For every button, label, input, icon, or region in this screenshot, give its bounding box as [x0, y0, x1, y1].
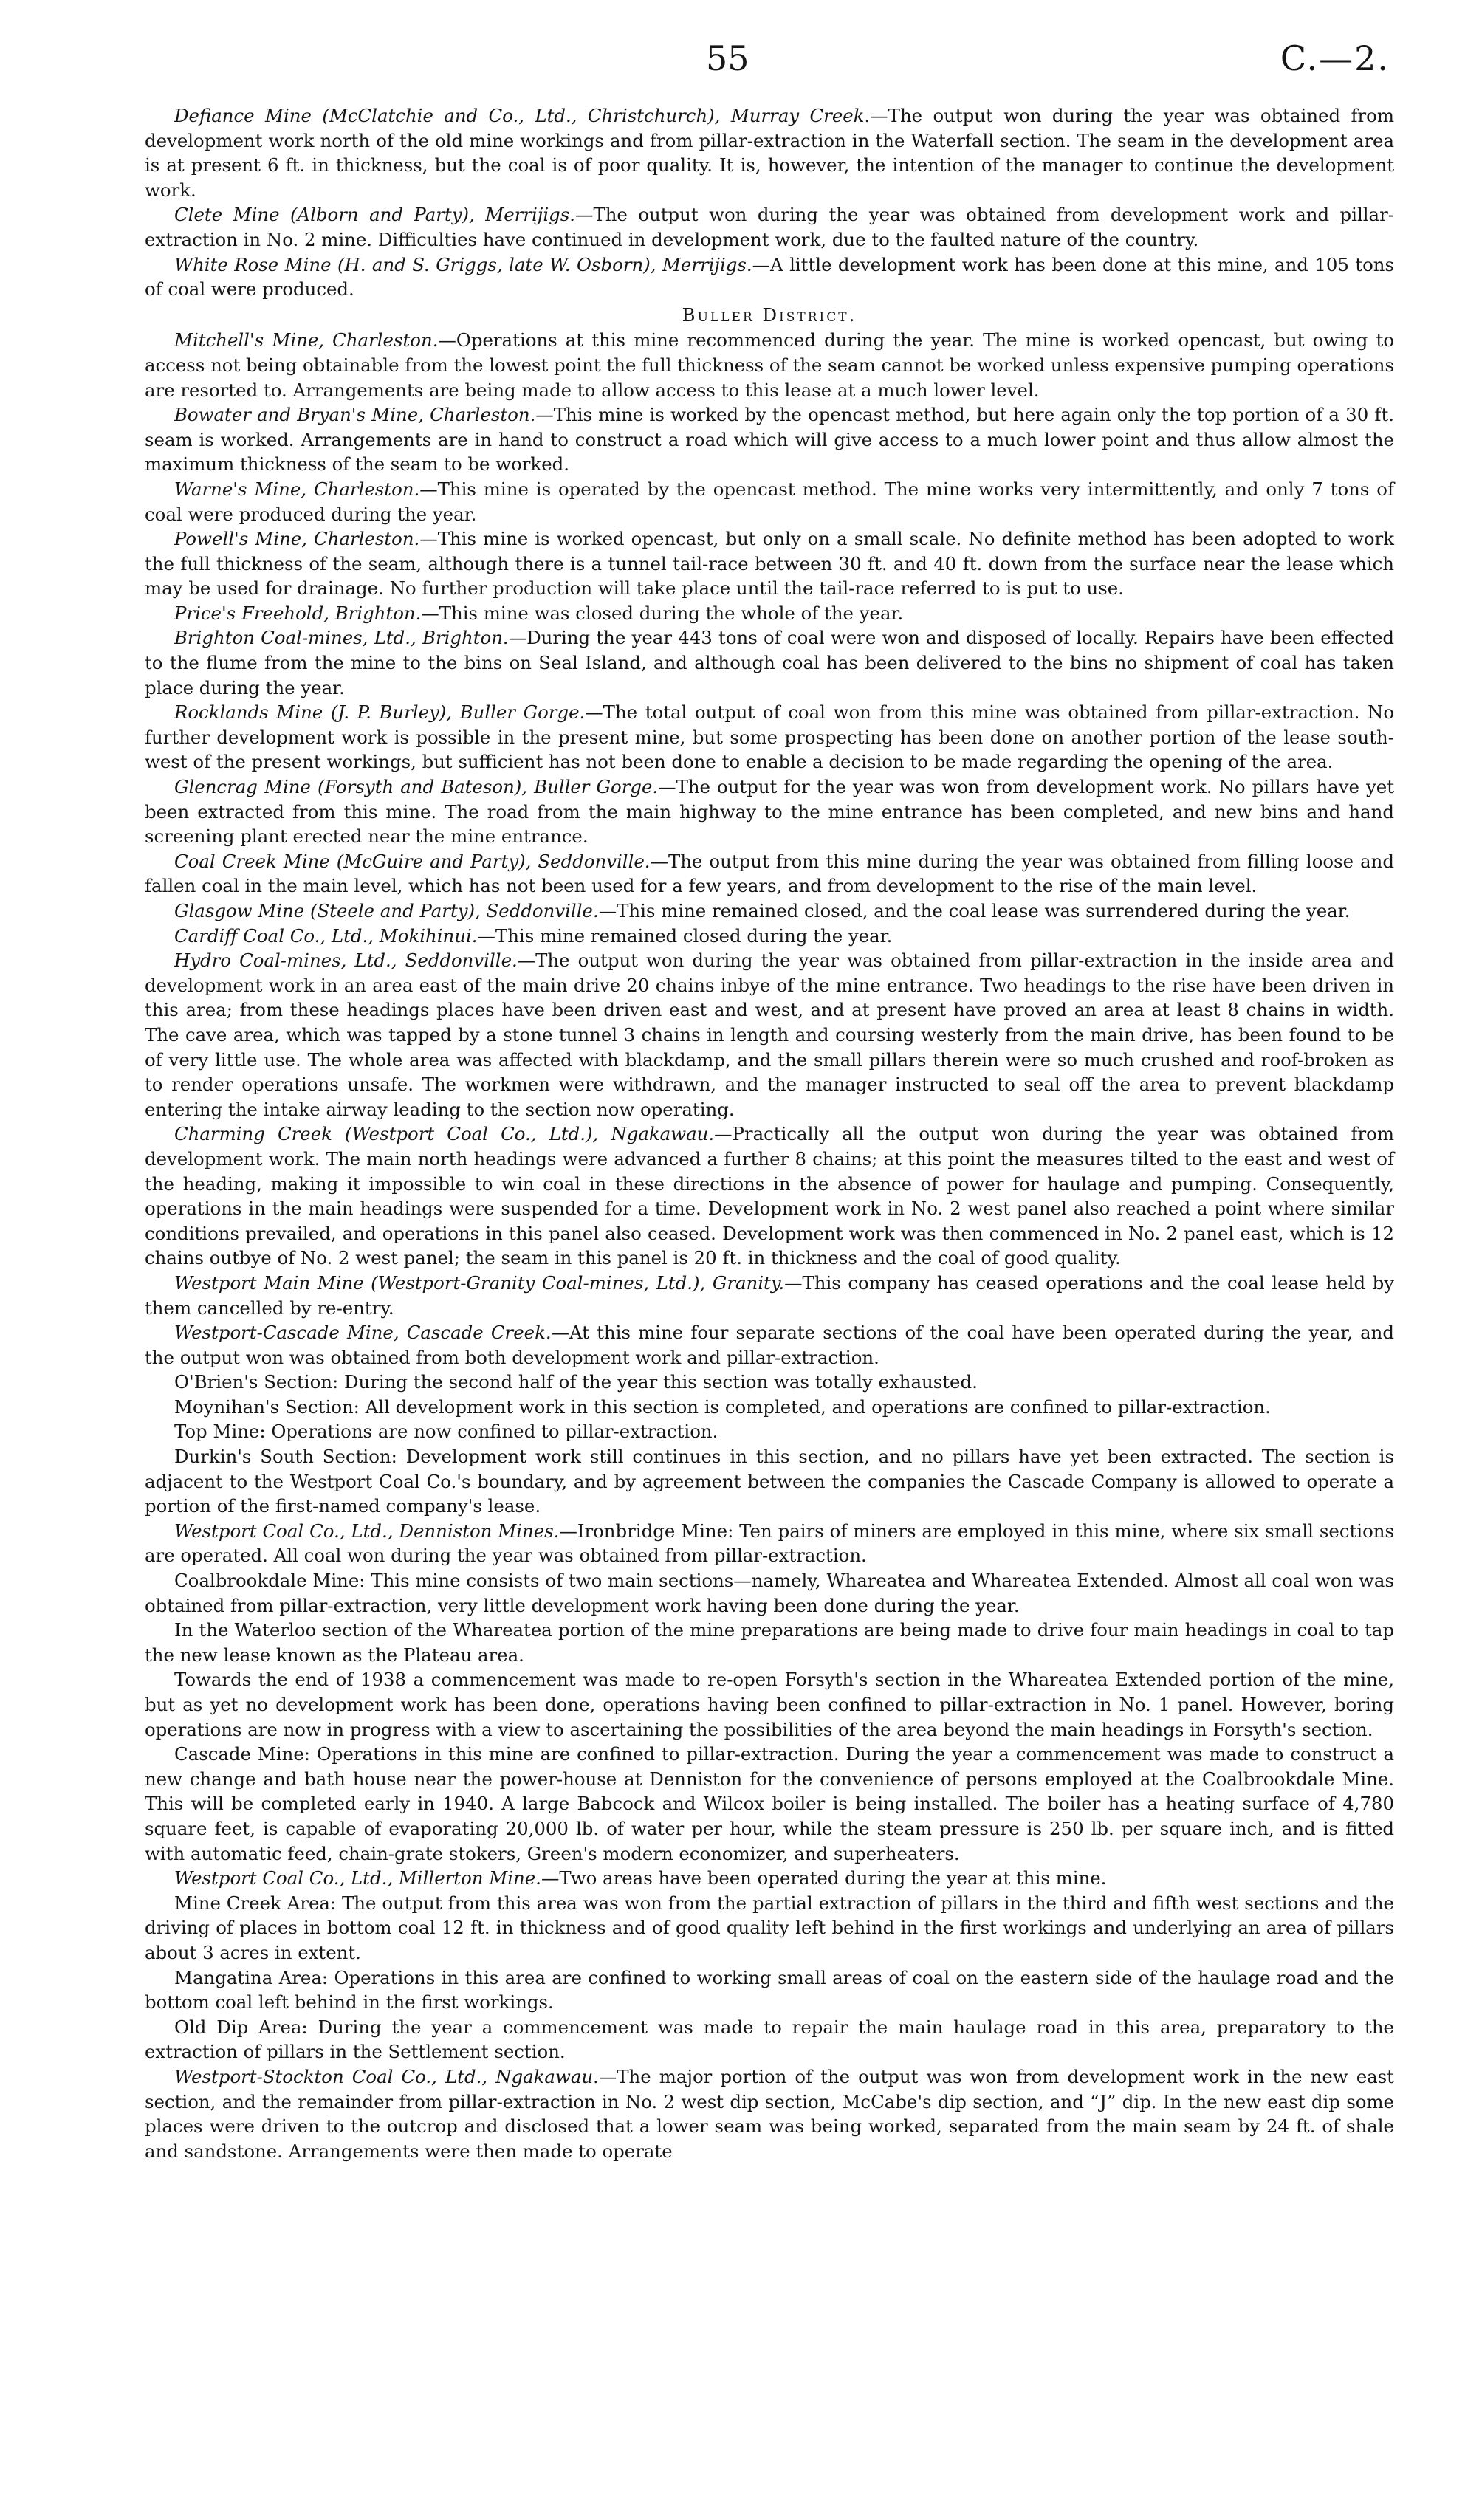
- paragraph-text: Top Mine: Operations are now confined to pillar-extraction.: [174, 1421, 718, 1443]
- paragraph-lead: Charming Creek (Westport Coal Co., Ltd.), Ngakawau.: [174, 1123, 715, 1145]
- paragraph: [145, 1419, 1394, 1444]
- paragraph: [145, 924, 1394, 949]
- paragraph-text: —A little development work has been done at this mine, and 105 tons of coal were produced.: [145, 253, 1395, 301]
- paragraph-lead: Westport Coal Co., Ltd., Denniston Mines.: [174, 1520, 560, 1542]
- page-number: 55: [706, 38, 749, 78]
- paragraph: [145, 2015, 1394, 2064]
- paragraph-lead: Rocklands Mine (J. P. Burley), Buller Gorge.: [174, 701, 586, 724]
- paragraph-lead: Glasgow Mine (Steele and Party), Seddonville.: [174, 900, 599, 921]
- paragraph-lead: Cardiff Coal Co., Ltd., Mokihinui.: [174, 924, 478, 947]
- paragraph-text: —The output for the year was won from development work. No pillars have yet been extracted from this mine. The road from the main highway to the mine entrance has been completed, and new bins and hand screening plant erected near the mine entrance.: [145, 776, 1394, 848]
- paragraph: [145, 1866, 1394, 1891]
- paragraph-text: —This mine was closed during the whole of the year.: [421, 602, 904, 624]
- paragraph-text: —This mine remained closed, and the coal lease was surrendered during the year.: [598, 900, 1351, 921]
- paragraph-text: —The output won during the year was obtained from pillar-extraction in the inside area and development work in an area east of the main drive 20 chains inbye of the mine entrance. Two headings to the rise have been driven in this area; from these headings places have been driven east and west, and at present have proved an area at least 8 chains in width. The cave area, which was tapped by a stone tunnel 3 chains in length and coursing westerly from the main drive, has been found to be of very little use. The whole area was affected with blackdamp, and the small pillars therein were so much crushed and roof-broken as to render operations unsafe. The workmen were withdrawn, and the manager instructed to seal off the area to prevent blackdamp entering the intake airway leading to the section now operating.: [145, 950, 1394, 1120]
- paragraph: [145, 1618, 1394, 1667]
- document-body: [145, 103, 1394, 2163]
- paragraph: [145, 1122, 1394, 1271]
- paragraph-text: Mine Creek Area: The output from this area was won from the partial extraction of pillars in the third and fifth west sections and the driving of places in bottom coal 12 ft. in thickness and of good quality left behind in the first workings and underlying an area of pillars about 3 acres in extent.: [145, 1892, 1394, 1963]
- paragraph-text: —The major portion of the output was won from development work in the new east section, and the remainder from pillar-extraction in No. 2 west dip section, McCabe's dip section, and “J” dip. In the new east dip some places were driven to the outcrop and disclosed that a lower seam was being worked, separated from the main seam by 24 ft. of shale and sandstone. Arrangements were then made to operate: [145, 2065, 1394, 2162]
- paragraph-text: O'Brien's Section: During the second half of the year this section was totally exhausted.: [174, 1371, 978, 1393]
- paragraph: [145, 700, 1394, 775]
- paragraph-text: —Ironbridge Mine: Ten pairs of miners are employed in this mine, where six small sections are operated. All coal won during the year was obtained from pillar-extraction.: [145, 1520, 1394, 1567]
- paragraph: [145, 899, 1394, 924]
- paragraph: [145, 1519, 1394, 1568]
- paragraph-text: —During the year 443 tons of coal were won and disposed of locally. Repairs have been effected to the flume from the mine to the bins on Seal Island, and although coal has been delivered to the bins no shipment of coal has taken place during the year.: [145, 627, 1394, 698]
- series-code: C.—2.: [1280, 38, 1390, 78]
- paragraph-lead: Powell's Mine, Charleston.: [174, 528, 420, 550]
- paragraph-text: —This mine remained closed during the year.: [477, 924, 893, 947]
- paragraph: [145, 849, 1394, 899]
- page-header: [145, 38, 1394, 103]
- paragraph: [145, 2064, 1394, 2163]
- paragraph: [145, 775, 1394, 849]
- paragraph: [145, 526, 1394, 601]
- paragraph-group-after: [145, 328, 1394, 2163]
- paragraph: [145, 1965, 1394, 2015]
- paragraph: [145, 402, 1394, 477]
- paragraph-text: Mangatina Area: Operations in this area are confined to working small areas of coal on the eastern side of the haulage road and the bottom coal left behind in the first workings.: [145, 1966, 1394, 2013]
- paragraph-text: —Two areas have been operated during the year at this mine.: [541, 1867, 1107, 1889]
- paragraph-lead: Westport Coal Co., Ltd., Millerton Mine.: [174, 1867, 541, 1889]
- paragraph: [145, 1395, 1394, 1420]
- paragraph: [145, 1370, 1394, 1395]
- paragraph: [145, 1271, 1394, 1320]
- paragraph-text: —This mine is worked opencast, but only on a small scale. No definite method has been adopted to work the full thickness of the seam, although there is a tunnel tail-race between 30 ft. and 40 ft. down from the surface near the lease which may be used for drainage. No further production will take place until the tail-race referred to is put to use.: [145, 528, 1394, 600]
- paragraph-text: —The total output of coal won from this mine was obtained from pillar-extraction. No further development work is possible in the present mine, but some prospecting has been done on another portion of the lease south-west of the present workings, but sufficient has not been done to enable a decision to be made regarding the opening of the area.: [145, 701, 1395, 773]
- paragraph: [145, 103, 1394, 202]
- paragraph-lead: Westport-Cascade Mine, Cascade Creek.: [174, 1322, 552, 1344]
- paragraph: [145, 625, 1394, 700]
- paragraph: [145, 1891, 1394, 1965]
- paragraph-text: Coalbrookdale Mine: This mine consists of two main sections—namely, Whareatea and Whareatea Extended. Almost all coal won was obtained from pillar-extraction, very little development work having been done during the year.: [145, 1570, 1394, 1616]
- paragraph-lead: Coal Creek Mine (McGuire and Party), Seddonville.: [174, 850, 651, 872]
- paragraph-lead: Mitchell's Mine, Charleston.: [174, 329, 439, 351]
- paragraph-text: —Practically all the output won during the year was obtained from development work. The main north headings were advanced a further 8 chains; at this point the measures tilted to the east and west of the heading, making it impossible to win coal in these directions in the absence of power for haulage and pumping. Consequently, operations in the main headings were suspended for a time. Development work in No. 2 west panel also reached a point where similar conditions prevailed, and operations in this panel also ceased. Development work was then commenced in No. 2 panel east, which is 12 chains outbye of No. 2 west panel; the seam in this panel is 20 ft. in thickness and the coal of good quality.: [145, 1123, 1394, 1269]
- paragraph-lead: White Rose Mine (H. and S. Griggs, late W. Osborn), Merrijigs.: [174, 253, 752, 275]
- paragraph-lead: Defiance Mine (McClatchie and Co., Ltd., Christchurch), Murray Creek.: [174, 105, 871, 126]
- paragraph: [145, 1444, 1394, 1519]
- paragraph-lead: Westport Main Mine (Westport-Granity Coal-mines, Ltd.), Granity.: [174, 1271, 785, 1294]
- paragraph-text: —This mine is worked by the opencast method, but here again only the top portion of a 30 ft. seam is worked. Arrangements are in hand to construct a road which will give access to a much lower point and thus allow almost the maximum thickness of the seam to be worked.: [145, 404, 1395, 475]
- paragraph-text: —The output from this mine during the year was obtained from filling loose and fallen coal in the main level, which has not been used for a few years, and from development to the rise of the main level.: [145, 850, 1394, 897]
- paragraph: [145, 477, 1394, 526]
- paragraph-lead: Glencrag Mine (Forsyth and Bateson), Buller Gorge.: [174, 776, 659, 798]
- paragraph-text: In the Waterloo section of the Whareatea portion of the mine preparations are being made to drive four main headings in coal to tap the new lease known as the Plateau area.: [145, 1619, 1394, 1666]
- paragraph-text: Old Dip Area: During the year a commencement was made to repair the main haulage road in this area, preparatory to the extraction of pillars in the Settlement section.: [145, 2016, 1394, 2063]
- paragraph: [145, 202, 1394, 252]
- paragraph: [145, 1320, 1394, 1370]
- paragraph-text: —At this mine four separate sections of the coal have been operated during the year, and the output won was obtained from both development work and pillar-extraction.: [145, 1322, 1394, 1368]
- paragraph: [145, 948, 1394, 1122]
- paragraph: [145, 1568, 1394, 1618]
- paragraph-text: Towards the end of 1938 a commencement was made to re-open Forsyth's section in the Whareatea Extended portion of the mine, but as yet no development work has been done, operations having been confined to pillar-extraction in No. 1 panel. However, boring operations are now in progress with a view to ascertaining the possibilities of the area beyond the main headings in Forsyth's section.: [145, 1669, 1394, 1740]
- paragraph-text: —The output won during the year was obtained from development work north of the old mine workings and from pillar-extraction in the Waterfall section. The seam in the development area is at present 6 ft. in thickness, but the coal is of poor quality. It is, however, the intention of the manager to continue the development work.: [145, 105, 1394, 201]
- paragraph-lead: Price's Freehold, Brighton.: [174, 602, 422, 624]
- paragraph: [145, 1742, 1394, 1866]
- paragraph-text: —This mine is operated by the opencast method. The mine works very intermittently, and only 7 tons of coal were produced during the year.: [145, 478, 1394, 525]
- paragraph-text: Moynihan's Section: All development work in this section is completed, and operations are confined to pillar-extraction.: [174, 1395, 1271, 1418]
- paragraph-lead: Brighton Coal-mines, Ltd., Brighton.: [174, 627, 509, 649]
- paragraph-lead: Hydro Coal-mines, Ltd., Seddonville.: [174, 950, 518, 972]
- paragraph-lead: Bowater and Bryan's Mine, Charleston.: [174, 404, 536, 426]
- paragraph-text: —This company has ceased operations and the coal lease held by them cancelled by re-entry.: [145, 1271, 1394, 1319]
- paragraph-text: Durkin's South Section: Development work still continues in this section, and no pillars have yet been extracted. The section is adjacent to the Westport Coal Co.'s boundary, and by agreement between the companies the Cascade Company is allowed to operate a portion of the first-named company's lease.: [145, 1446, 1394, 1517]
- paragraph-lead: Westport-Stockton Coal Co., Ltd., Ngakawau.: [174, 2065, 599, 2087]
- paragraph-text: —The output won during the year was obtained from development work and pillar-extraction in No. 2 mine. Difficulties have continued in development work, due to the faulted nature of the country.: [145, 204, 1395, 250]
- paragraph-text: Cascade Mine: Operations in this mine are confined to pillar-extraction. During the year a commencement was made to construct a new change and bath house near the power-house at Denniston for the convenience of persons employed at the Coalbrookdale Mine. This will be completed early in 1940. A large Babcock and Wilcox boiler is being installed. The boiler has a heating surface of 4,780 square feet, is capable of evaporating 20,000 lb. of water per hour, while the steam pressure is 250 lb. per square inch, and is fitted with automatic feed, chain-grate stokers, Green's modern economizer, and superheaters.: [145, 1743, 1394, 1864]
- district-heading: Buller District.: [682, 303, 857, 326]
- paragraph: [145, 1667, 1394, 1742]
- paragraph-text: —Operations at this mine recommenced during the year. The mine is worked opencast, but owing to access not being obtainable from the lowest point the full thickness of the seam cannot be worked unless expensive pumping operations are resorted to. Arrangements are being made to allow access to this lease at a much lower level.: [145, 329, 1395, 401]
- paragraph: [145, 328, 1394, 402]
- paragraph: [145, 601, 1394, 626]
- paragraph-lead: Clete Mine (Alborn and Party), Merrijigs.: [174, 204, 576, 226]
- paragraph: [145, 253, 1394, 302]
- paragraph-lead: Warne's Mine, Charleston.: [174, 478, 420, 500]
- paragraph-group-before: [145, 103, 1394, 302]
